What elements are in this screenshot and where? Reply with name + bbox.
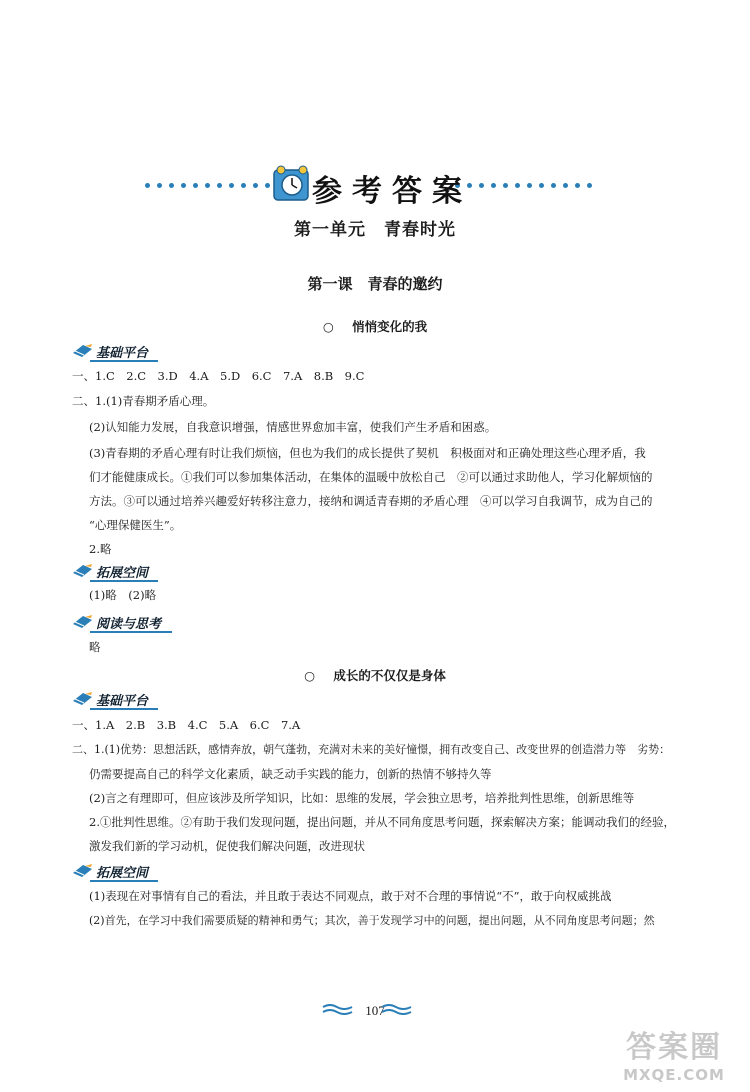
answer-line: 二、1.(1)青春期矛盾心理。: [72, 394, 215, 408]
section-underline: [90, 880, 158, 882]
right-dot-border: [455, 183, 592, 189]
section-jichu-2: [72, 690, 148, 708]
answer-line: (1)表现在对事情有自己的看法，并且敢于表达不同观点，敢于对不合理的事情说“不”，敢于向权威挑战: [89, 889, 612, 903]
page-title: 参考答案: [312, 174, 472, 209]
watermark-line1: 答案圈: [626, 1030, 722, 1065]
answer-line: 2.略: [89, 542, 112, 556]
answer-line: 方法。③可以通过培养兴趣爱好转移注意力，接纳和调适青春期的矛盾心理 ④可以学习自我调节，成为自己的: [89, 494, 653, 508]
book-pencil-icon: [72, 863, 94, 879]
answer-line: (2)认知能力发展，自我意识增强，情感世界愈加丰富，使我们产生矛盾和困惑。: [89, 420, 497, 434]
lesson-heading: 第一课 青春的邀约: [307, 275, 443, 293]
watermark: [604, 1030, 744, 1084]
answer-line: 2.①批判性思维。②有助于我们发现问题，提出问题，并从不同角度思考问题，探索解决方案；能调动我们的经验，: [89, 815, 675, 829]
left-dot-border: [145, 183, 270, 189]
answer-line: (2)首先，在学习中我们需要质疑的精神和勇气；其次，善于发现学习中的问题，提出问题，从不同角度思考问题；然: [89, 914, 655, 927]
section-underline: [90, 360, 158, 362]
book-pencil-icon: [72, 614, 94, 630]
book-pencil-icon: [72, 563, 94, 579]
book-pencil-icon: [72, 691, 94, 707]
alarm-clock-icon: [272, 164, 312, 202]
section-underline: [90, 631, 172, 633]
unit-heading: 第一单元 青春时光: [294, 220, 456, 240]
topic-marker: ○: [322, 319, 334, 334]
topic-heading-1: [0, 317, 750, 335]
answer-line: 一、1.A 2.B 3.B 4.C 5.A 6.C 7.A: [72, 718, 301, 732]
section-underline: [90, 708, 158, 710]
answer-line: 略: [89, 640, 101, 654]
section-label-text: 拓展空间: [96, 865, 149, 881]
section-underline: [90, 580, 158, 582]
topic-title: 悄悄变化的我: [352, 319, 428, 334]
section-yuedu-1: [72, 613, 161, 631]
section-tuozhan-1: [72, 562, 148, 580]
answer-line: (2)言之有理即可，但应该涉及所学知识，比如：思维的发展，学会独立思考，培养批判性思维，创新思维等: [89, 791, 635, 805]
answer-line: 一、1.C 2.C 3.D 4.A 5.D 6.C 7.A 8.B 9.C: [72, 369, 365, 383]
section-label-text: 基础平台: [96, 345, 149, 361]
answer-line: (1)略 (2)略: [89, 588, 157, 602]
right-wave-ornament: [378, 1002, 412, 1016]
section-label-text: 阅读与思考: [96, 616, 162, 632]
section-jichu-1: [72, 342, 148, 360]
answer-line: 们才能健康成长。①我们可以参加集体活动，在集体的温暖中放松自己 ②可以通过求助他人，学习化解烦恼的: [89, 470, 653, 484]
answer-line: 激发我们新的学习动机，促使我们解决问题，改进现状: [89, 839, 365, 853]
book-pencil-icon: [72, 343, 94, 359]
answer-line: 二、1.(1)优势：思想活跃，感情奔放，朝气蓬勃，充满对未来的美好憧憬，拥有改变自己、改变世界的创造潜力等 劣势：: [72, 743, 671, 756]
section-tuozhan-2: [72, 862, 148, 880]
answer-line: 仍需要提高自己的科学文化素质，缺乏动手实践的能力，创新的热情不够持久等: [89, 767, 492, 781]
answer-line: “心理保健医生”。: [89, 518, 182, 532]
topic-marker: ○: [304, 668, 316, 683]
topic-title: 成长的不仅仅是身体: [333, 668, 446, 683]
page-number: 107: [365, 1003, 385, 1018]
answer-line: (3)青春期的矛盾心理有时让我们烦恼，但也为我们的成长提供了契机 积极面对和正确处理这些心理矛盾，我: [89, 446, 646, 460]
watermark-line2: MXQE.COM: [623, 1066, 725, 1084]
topic-heading-2: [0, 666, 750, 684]
section-label-text: 拓展空间: [96, 565, 149, 581]
section-label-text: 基础平台: [96, 693, 149, 709]
